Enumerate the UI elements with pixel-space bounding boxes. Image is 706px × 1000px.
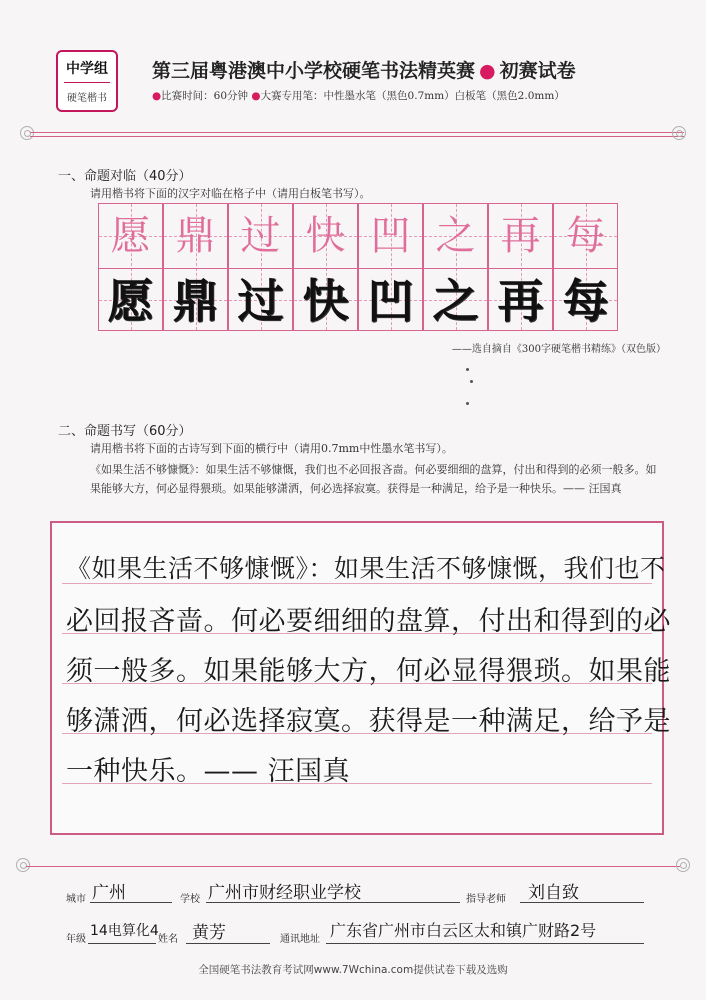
exam-pens: 大赛专用笔：中性墨水笔（黑色0.7mm）白板笔（黑色2.0mm） [260, 90, 565, 102]
title-main: 第三届粤港澳中小学校硬笔书法精英赛 [152, 60, 476, 82]
school-underline [206, 902, 460, 903]
poem-text: 《如果生活不够慷慨》：如果生活不够慷慨，我们也不必回报吝啬。何必要细细的盘算，付出和得到的必须一般多。如果能够大方，何必显得猥琐。如果能够潇洒，何必选择寂寞。获得是一种满足，给予是一种快乐。—— 汪国真 [90, 463, 657, 495]
handwritten-char: 愿 [107, 274, 154, 328]
ornament-icon [676, 858, 690, 872]
reference-char: 快 [305, 213, 346, 259]
reference-char: 再 [500, 213, 541, 259]
handwritten-char: 之 [432, 274, 479, 328]
badge-script-label: 硬笔楷书 [67, 93, 107, 104]
handwritten-line: 须一般多。如果能够大方，何必显得猥琐。如果能 [66, 656, 671, 687]
copy-grid [98, 203, 618, 331]
header-rule-thin [30, 136, 684, 137]
title-stage: 初赛试卷 [499, 60, 576, 82]
address-underline [326, 943, 644, 944]
ornament-icon [16, 858, 30, 872]
city-value[interactable]: 广州 [92, 883, 126, 903]
badge-divider [64, 82, 110, 83]
badge-group-label: 中学组 [66, 61, 108, 77]
grid-cell[interactable] [228, 203, 293, 331]
handwritten-char: 过 [237, 274, 284, 328]
grade-label: 年级 [66, 934, 86, 945]
bullet-icon: ● [251, 90, 261, 102]
city-underline [90, 902, 172, 903]
title-dot-icon: ● [479, 60, 496, 82]
bullet-icon: ● [152, 90, 162, 102]
header-rule [30, 132, 684, 133]
handwritten-line: 《如果生活不够慷慨》：如果生活不够慷慨，我们也不 [66, 554, 666, 583]
exam-time: 比赛时间：60分钟 [161, 90, 249, 102]
teacher-underline [520, 902, 644, 903]
section1-instruction: 请用楷书将下面的汉字对临在格子中（请用白板笔书写）。 [90, 187, 371, 200]
handwritten-char: 凹 [367, 274, 414, 328]
name-label: 姓名 [158, 934, 178, 945]
writing-area[interactable] [50, 521, 671, 835]
exam-info [152, 88, 565, 103]
handwritten-line: 够潇洒，何必选择寂寞。获得是一种满足，给予是 [66, 706, 671, 737]
reference-char: 过 [240, 213, 281, 259]
section1-title: 一、命题对临（40分） [58, 169, 192, 184]
grid-cell[interactable] [98, 203, 163, 331]
name-underline [186, 943, 270, 944]
grid-cell[interactable] [163, 203, 228, 331]
reference-char: 愿 [110, 213, 151, 259]
handwritten-char: 每 [562, 274, 609, 328]
section2-instruction: 请用楷书将下面的古诗写到下面的横行中（请用0.7mm中性墨水笔书写）。 [90, 442, 453, 455]
ornament-icon [20, 126, 34, 140]
source-note: ——选自摘自《300字硬笔楷书精练》（双色版） [451, 344, 666, 355]
ornament-icon [672, 126, 686, 140]
grid-cell[interactable] [293, 203, 358, 331]
teacher-value[interactable]: 刘自致 [528, 883, 579, 903]
handwritten-char: 再 [497, 274, 544, 328]
handwritten-line: 一种快乐。—— 汪国真 [66, 756, 351, 787]
reference-char: 之 [435, 213, 476, 259]
ink-speck [466, 402, 469, 405]
handwritten-char: 鼎 [172, 274, 219, 328]
ink-speck [470, 380, 473, 383]
address-label: 通讯地址 [280, 934, 320, 945]
teacher-label: 指导老师 [466, 894, 506, 905]
page-title [152, 56, 576, 83]
reference-char: 凹 [370, 213, 411, 259]
grid-cell[interactable] [358, 203, 423, 331]
school-value[interactable]: 广州市财经职业学校 [208, 883, 361, 903]
handwritten-char: 快 [302, 274, 349, 328]
section2-title: 二、命题书写（60分） [58, 424, 192, 439]
grade-underline [88, 943, 156, 944]
name-value[interactable]: 黄芳 [192, 923, 226, 943]
reference-char: 每 [565, 213, 606, 259]
grade-value[interactable]: 14电算化4 [90, 923, 159, 939]
footer-rule [26, 866, 680, 867]
group-badge [56, 50, 118, 112]
reference-char: 鼎 [175, 213, 216, 259]
city-label: 城市 [66, 894, 86, 905]
ink-speck [466, 368, 469, 371]
grid-cell[interactable] [553, 203, 618, 331]
handwritten-line: 必回报吝啬。何必要细细的盘算，付出和得到的必 [66, 606, 671, 637]
address-value[interactable]: 广东省广州市白云区太和镇广财路2号 [330, 921, 597, 940]
grid-cell[interactable] [488, 203, 553, 331]
grid-cell[interactable] [423, 203, 488, 331]
footer-note: 全国硬笔书法教育考试网www.7Wchina.com提供试卷下载及选购 [198, 964, 508, 976]
school-label: 学校 [180, 894, 200, 905]
